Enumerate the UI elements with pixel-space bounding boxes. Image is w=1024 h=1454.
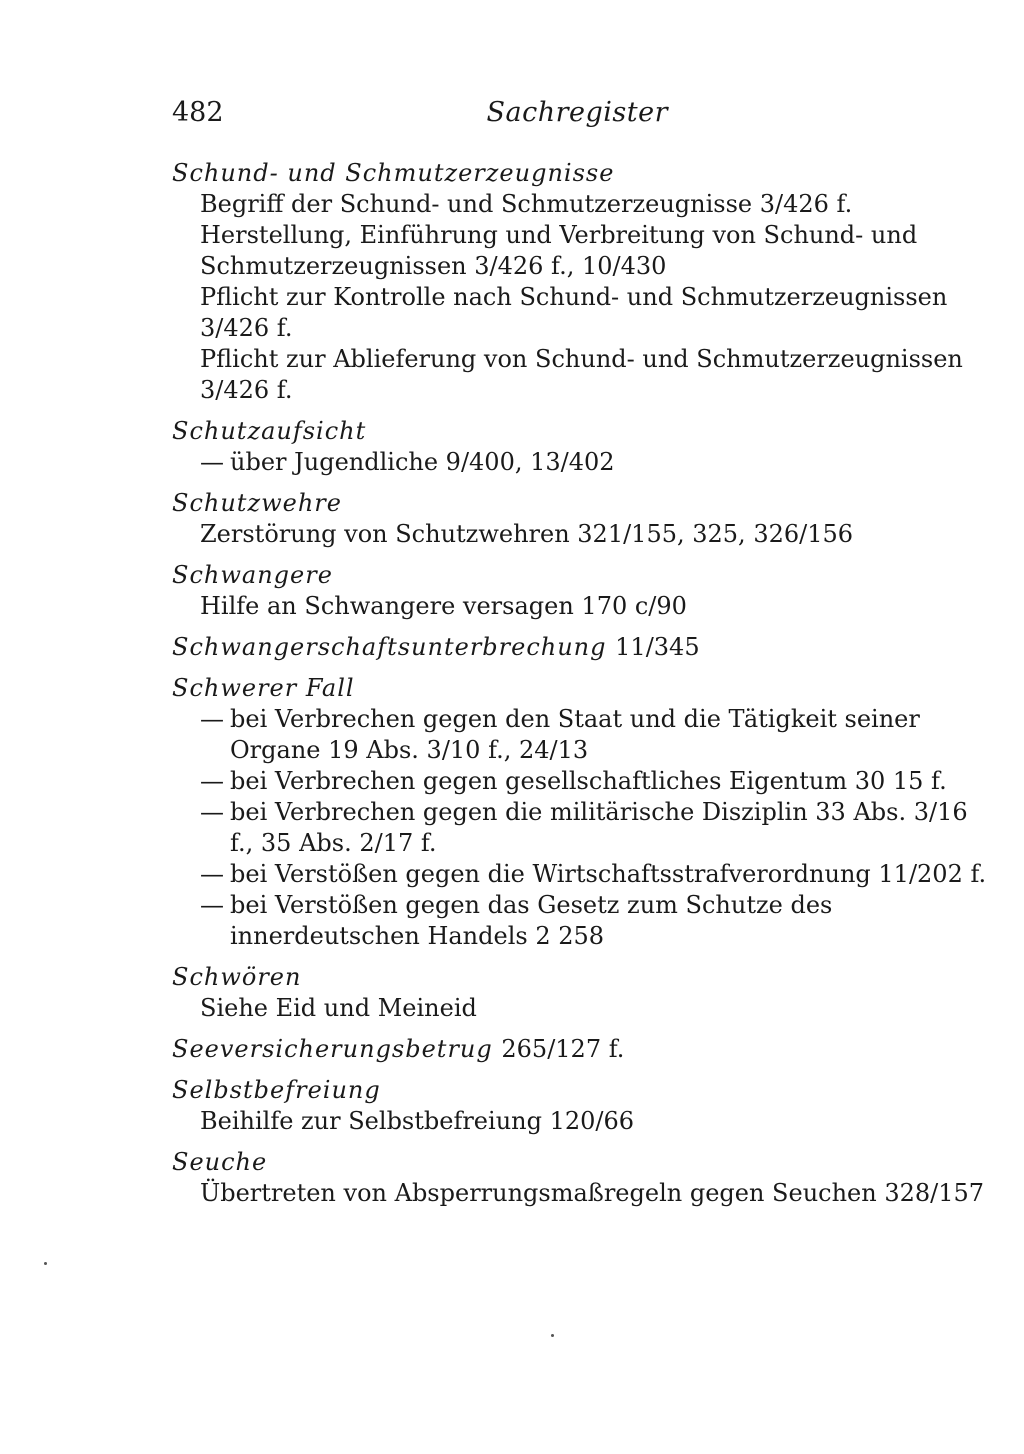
subentry-text: über Jugendliche 9/400, 13/402 (230, 448, 615, 476)
dash-marker: — (200, 767, 224, 795)
index-term: Schutzwehre (172, 489, 342, 517)
index-subentry: Begriff der Schund- und Schmutzerzeugnisse 3/426 f. (200, 190, 853, 218)
subentry-text: bei Verstößen gegen das Gesetz zum Schutze des innerdeutschen Handels 2 258 (230, 891, 833, 950)
index-entry (172, 673, 992, 952)
running-head: Sachregister (486, 97, 668, 128)
dash-marker: — (200, 798, 224, 826)
page-number: 482 (172, 97, 224, 128)
index-reference: 11/345 (615, 633, 700, 661)
index-subentry: Beihilfe zur Selbstbefreiung 120/66 (200, 1107, 635, 1135)
subentry-text: bei Verbrechen gegen gesellschaftliches Eigentum 30 15 f. (230, 767, 947, 795)
index-subentry (200, 704, 992, 766)
index-term: Schwangerschaftsunterbrechung (172, 633, 607, 661)
index-reference: 265/127 f. (501, 1035, 625, 1063)
index-term: Schwerer Fall (172, 674, 355, 702)
index-subentry (200, 766, 992, 797)
index-entry (172, 962, 992, 1024)
index-subentry (200, 859, 992, 890)
index-entry (172, 158, 992, 406)
index-entry (172, 416, 992, 478)
index-term: Seuche (172, 1148, 268, 1176)
index-list (172, 158, 992, 1219)
index-subentry: Zerstörung von Schutzwehren 321/155, 325, 326/156 (200, 520, 854, 548)
subentry-text: bei Verbrechen gegen die militärische Disziplin 33 Abs. 3/16 f., 35 Abs. 2/17 f. (230, 798, 968, 857)
index-term-line (172, 632, 992, 663)
index-entry (172, 632, 992, 663)
scan-speck (44, 1262, 47, 1265)
index-term: Schutzaufsicht (172, 417, 367, 445)
page-header (172, 97, 668, 133)
index-term: Schwören (172, 963, 302, 991)
index-subentry: Übertreten von Absperrungsmaßregeln gegen Seuchen 328/157 (200, 1179, 985, 1207)
index-subentry (200, 797, 992, 859)
index-subentry (200, 890, 992, 952)
dash-marker: — (200, 891, 224, 919)
index-entry (172, 560, 992, 622)
index-subentry: Siehe Eid und Meineid (200, 994, 477, 1022)
index-entry (172, 488, 992, 550)
index-entry (172, 1147, 992, 1209)
index-subentry: Hilfe an Schwangere versagen 170 c/90 (200, 592, 687, 620)
subentry-text: bei Verbrechen gegen den Staat und die Tätigkeit seiner Organe 19 Abs. 3/10 f., 24/13 (230, 705, 920, 764)
index-subentry: Pflicht zur Ablieferung von Schund- und Schmutzerzeugnissen 3/426 f. (200, 345, 963, 404)
index-term: Selbstbefreiung (172, 1076, 381, 1104)
dash-marker: — (200, 448, 224, 476)
scan-speck (551, 1334, 554, 1337)
index-subentry: Herstellung, Einführung und Verbreitung von Schund- und Schmutzerzeugnissen 3/426 f., 10/430 (200, 221, 918, 280)
index-term: Schund- und Schmutzerzeugnisse (172, 159, 615, 187)
dash-marker: — (200, 705, 224, 733)
index-term-line (172, 1034, 992, 1065)
index-term: Seeversicherungsbetrug (172, 1035, 493, 1063)
dash-marker: — (200, 860, 224, 888)
index-term: Schwangere (172, 561, 333, 589)
index-subentry (200, 447, 992, 478)
index-subentry: Pflicht zur Kontrolle nach Schund- und Schmutzerzeugnissen 3/426 f. (200, 283, 948, 342)
index-entry (172, 1034, 992, 1065)
subentry-text: bei Verstößen gegen die Wirtschaftsstrafverordnung 11/202 f. (230, 860, 987, 888)
index-entry (172, 1075, 992, 1137)
